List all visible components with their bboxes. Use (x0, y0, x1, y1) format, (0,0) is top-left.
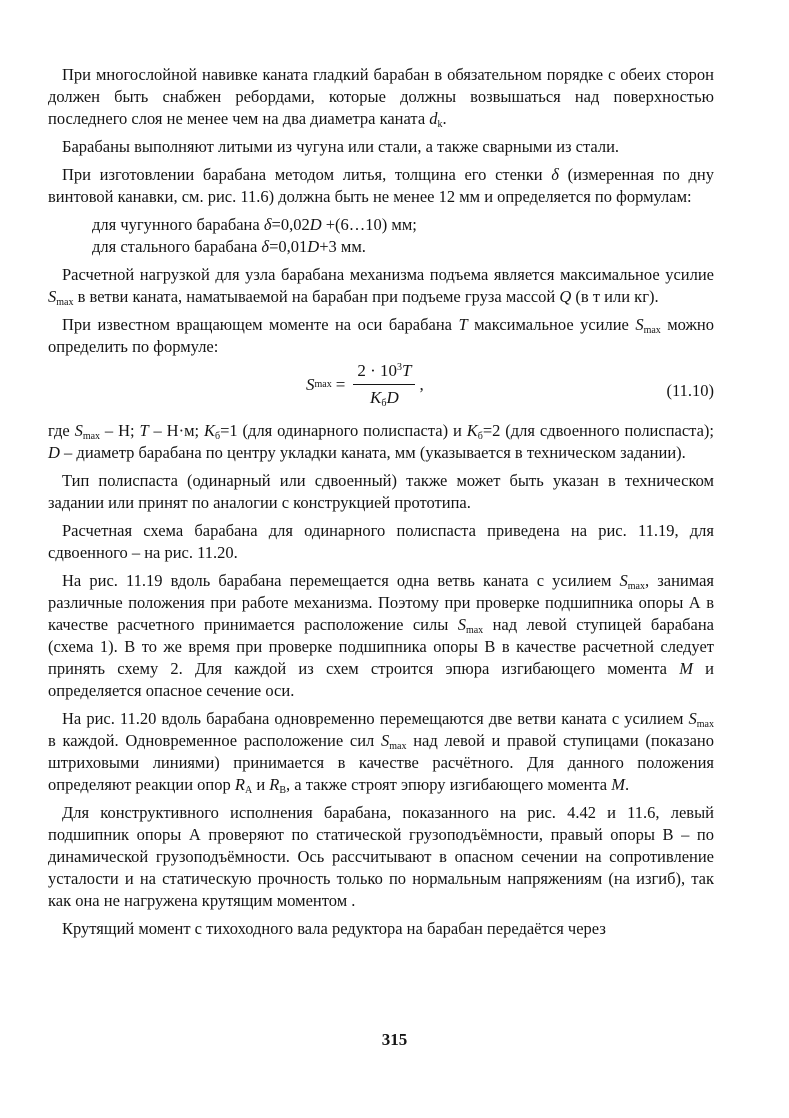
text: – диаметр барабана по центру укладки каната, мм (указывается в техническом задании). (59, 443, 686, 462)
text: – Н·м; (148, 421, 204, 440)
eq-num-text: 2 · 10 (357, 361, 397, 380)
var-S: S (381, 731, 390, 750)
var-T: T (458, 315, 468, 334)
text: и (252, 775, 270, 794)
sub: max (389, 741, 407, 752)
text: над левой ступицей барабана (схема 1). В то же время при проверке подшипника опоры В в качестве расчетной следует принять схему 2. Для каждой из схем строится эпюра изгибающего момента (48, 615, 714, 678)
paragraph-3 (48, 164, 714, 208)
eq-fraction (353, 360, 415, 409)
eq-numerator (353, 360, 415, 385)
var-S: S (457, 615, 466, 634)
paragraph-5 (48, 314, 714, 358)
text: , занимая различные положения при работе механизма. Поэтому при проверке подшипника опоры А в качестве расчетного принимается расположение силы (48, 571, 714, 634)
text: (измеренная по дну винтовой канавки, см. рис. 11.6) должна быть не менее 12 мм и определяется по формулам: (48, 165, 714, 206)
var-R: R (234, 775, 245, 794)
eq-den-D: D (386, 388, 399, 407)
paragraph-7: Тип полиспаста (одинарный или сдвоенный) также может быть указан в техническом задании или принят по аналогии с конструкцией прототипа. (48, 471, 714, 512)
text: +3 мм. (319, 237, 366, 256)
text: для стального барабана (92, 237, 262, 256)
sub: k (437, 119, 443, 130)
eq-lhs-S: S (306, 374, 315, 394)
text: =1 (для одинарного полиспаста) и (220, 421, 467, 440)
var-delta: δ (551, 165, 559, 184)
text: Расчетной нагрузкой для узла барабана механизма подъема является максимальное усилие (62, 265, 714, 284)
var-S: S (635, 315, 644, 334)
paragraph-6 (48, 420, 714, 464)
eq-comma: , (419, 374, 424, 394)
equation-body: S max = $\frac{2 \cdot 10^3T}{K_бD}$ , (306, 361, 424, 409)
text: – Н; (100, 421, 140, 440)
text: в каждой. Одновременное расположение сил (48, 731, 382, 750)
page-number: 315 (381, 1030, 408, 1049)
paragraph-1 (48, 64, 714, 130)
var-S: S (74, 421, 83, 440)
text: При известном вращающем моменте на оси барабана (62, 315, 459, 334)
eq-den-sub: б (381, 398, 387, 409)
text: +(6…10) мм; (321, 215, 417, 234)
paragraph-8: Расчетная схема барабана для одинарного полиспаста приведена на рис. 11.19, для сдвоенного – на рис. 11.20. (48, 521, 714, 562)
text: (в т или кг). (571, 287, 659, 306)
sub: max (627, 581, 645, 592)
var-M: M (611, 775, 625, 794)
text: где (48, 421, 75, 440)
text: , а также строят эпюру изгибающего момента (286, 775, 612, 794)
sub: max (82, 431, 101, 442)
text: в ветви каната, наматываемой на барабан при подъеме груза массой (73, 287, 560, 306)
paragraph-11: Для конструктивного исполнения барабана, показанного на рис. 4.42 и 11.6, левый подшипник опоры А проверяют по статической грузоподъёмности, правый опоры В – по динамической грузоподъёмности. Ось рассчитывают в опасном сечении на сопротивление усталости и на статическую прочность только по нормальным напряжениям (на изгиб), так как она не нагружена крутящим моментом . (48, 803, 714, 910)
text: для чугунного барабана (92, 215, 264, 234)
equation-number: (11.10) (666, 381, 714, 400)
paragraph-4 (48, 264, 714, 308)
sub: б (215, 431, 221, 442)
eq-num-T: T (401, 361, 412, 380)
text: При изготовлении барабана методом литья, толщина его стенки (62, 165, 552, 184)
var-D: D (48, 443, 60, 462)
formula-steel (92, 236, 714, 258)
equation-11-10 (48, 358, 714, 416)
eq-num-sup: 3 (396, 362, 402, 373)
sub: б (477, 431, 483, 442)
var-delta: δ (263, 215, 272, 234)
sub: A (244, 785, 253, 796)
text-body (48, 64, 714, 946)
sub: max (696, 719, 714, 730)
paragraph-9 (48, 570, 714, 702)
eq-sign: = (335, 374, 346, 394)
text: . (624, 775, 630, 794)
text: На рис. 11.20 вдоль барабана одновременно перемещаются две ветви каната с усилием (62, 709, 689, 728)
var-d: d (429, 109, 438, 128)
paragraph-2: Барабаны выполняют литыми из чугуна или стали, а также сварными из стали. (62, 137, 620, 156)
text: максимальное усилие (467, 315, 636, 334)
text: =0,01 (269, 237, 308, 256)
var-T: T (139, 421, 149, 440)
var-S: S (619, 571, 628, 590)
paragraph-12: Крутящий момент с тихоходного вала редуктора на барабан передаётся через (62, 919, 606, 938)
var-R: R (269, 775, 280, 794)
text: и определяется опасное сечение оси. (48, 659, 714, 700)
var-Q: Q (559, 287, 572, 306)
eq-denominator (366, 385, 403, 409)
text: При многослойной навивке каната гладкий барабан в обязательном порядке с обеих сторон должен быть снабжен ребордами, которые должны возвышаться над поверхностью последнего слоя не менее чем на два диаметра каната (48, 65, 714, 128)
eq-den-K: K (370, 388, 382, 407)
var-D: D (307, 237, 320, 256)
sub: max (56, 297, 74, 308)
var-delta: δ (261, 237, 270, 256)
text: над левой и правой ступицами (показано штриховыми линиями) принимается в качестве расчётного. Для данного положения определяют реакции опор (48, 731, 714, 794)
var-M: M (679, 659, 693, 678)
var-S: S (48, 287, 57, 306)
text: можно определить по формуле: (48, 315, 714, 356)
sub: B (279, 785, 287, 796)
text: =0,02 (271, 215, 310, 234)
sub: max (643, 325, 661, 336)
sub: max (465, 625, 484, 636)
paragraph-10 (48, 708, 714, 796)
var-K: K (204, 421, 216, 440)
formula-cast-iron (92, 214, 714, 236)
text: На рис. 11.19 вдоль барабана перемещается одна ветвь каната с усилием (62, 571, 620, 590)
var-K: K (466, 421, 478, 440)
text: . (442, 109, 447, 128)
var-S: S (688, 709, 697, 728)
var-D: D (309, 215, 322, 234)
text: =2 (для сдвоенного полиспаста); (482, 421, 714, 440)
